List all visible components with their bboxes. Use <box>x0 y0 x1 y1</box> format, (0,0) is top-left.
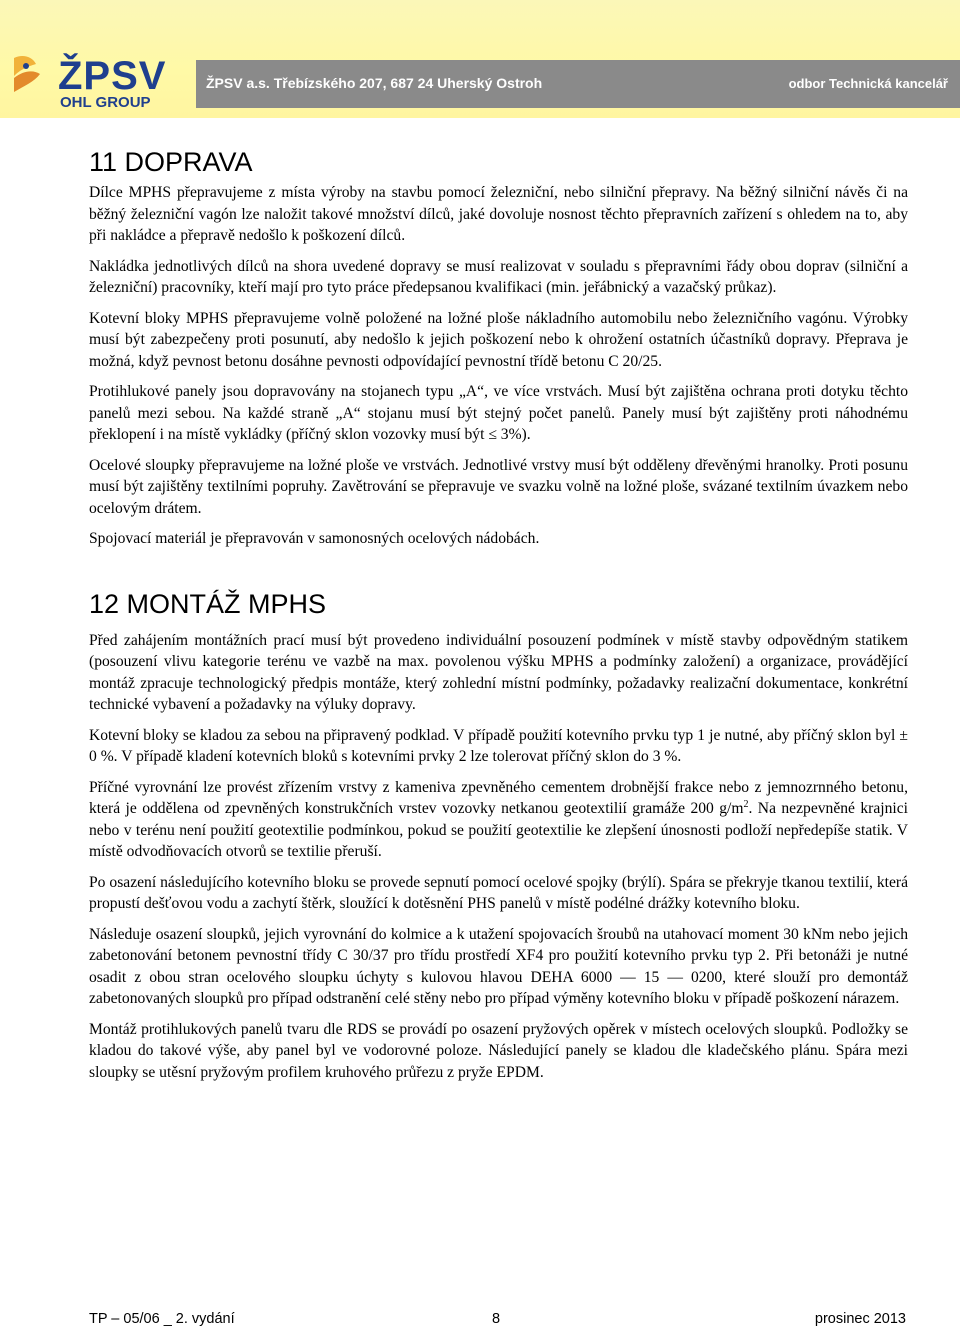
paragraph: Protihlukové panely jsou dopravovány na stojanech typu „A“, ve více vrstvách. Musí být zajištěna ochrana proti dotyku těchto panelů mezi sebou. Na každé straně „A“ stojanu musí být stejný počet panelů. Panely musí být zajištěny proti náhodnému překlopení i na místě vykládky (příčný sklon vozovky musí být ≤ 3%). <box>89 383 908 443</box>
document-body <box>89 140 908 1092</box>
logo-subtext: OHL GROUP <box>60 94 151 111</box>
paragraph-text: Příčné vyrovnání lze provést zřízením vrstvy z kameniva zpevněného cementem drobnější frakce nebo z jemnozrnného betonu, která je oddělena od zpevněných konstrukčních vrstev vozovky netkanou geotextilií gramáže 200 g/m <box>89 778 908 817</box>
superscript: 2 <box>743 798 749 810</box>
paragraph: Před zahájením montážních prací musí být provedeno individuální posouzení podmínek v místě stavby odpovědným statikem (posouzení vlivu kategorie terénu ve vazbě na max. povolenou výšku MPHS a podmínky založení) a organizace, provádějící montáž zpracuje technologický předpis montáže, který zohlední místní podmínky, požadavky realizační dokumentace, konkrétní technické vybavení a požadavky na výluky dopravy. <box>89 631 908 713</box>
page-footer <box>89 1309 906 1329</box>
company-address: ŽPSV a.s. Třebízského 207, 687 24 Uherský Ostroh <box>206 75 543 91</box>
section-title-montaz: 12 MONTÁŽ MPHS <box>89 588 327 619</box>
logo-text: ŽPSV <box>58 54 167 98</box>
section-title-doprava: 11 DOPRAVA <box>89 147 253 177</box>
paragraph: Montáž protihlukových panelů tvaru dle RDS se provádí po osazení pryžových opěrek v místech ocelových sloupků. Podložky se kladou do takové výše, aby panel byl ve vodorovné poloze. Následující panely se kladou dle kladečského plánu. Spára mezi sloupky se utěsní pryžovým profilem kruhového průřezu z pryže EPDM. <box>89 1020 908 1081</box>
paragraph: Kotevní bloky se kladou za sebou na připravený podklad. V případě použití kotevního prvku typ 1 je nutné, aby příčný sklon byl ± 0 %. V případě kladení kotevních bloků s kotevními prvky 2 lze tolerovat příčný sklon do 3 %. <box>89 726 908 765</box>
footer-date: prosinec 2013 <box>814 1311 906 1327</box>
paragraph: Kotevní bloky MPHS přepravujeme volně položené na ložné ploše nákladního automobilu nebo železničního vagónu. Výrobky musí být zabezpečeny proti posunutí, aby nedošlo k jejich poškození nebo k ohrožení ostatních účastníků dopravy. Přeprava je možná, když pevnost betonu dosáhne pevnosti odpovídající pevnostní třídě betonu C 20/25. <box>89 309 908 370</box>
page-number: 8 <box>492 1311 501 1327</box>
paragraph: Následuje osazení sloupků, jejich vyrovnání do kolmice a k utažení spojovacích šroubů na utahovací moment 30 kNm nebo jejich zabetonování betonem pevnostní třídy C 30/37 pro třídu prostředí XF4 pro použití kotevního prvku typ 2. Při betonáži je nutné osadit z obou stran ocelového sloupku úchyty s kulovou hlavou DEHA 6000 — 15 — 0200, které slouží pro demontáž zabetonovaných sloupků pro případ odstranění celé stěny nebo pro případ výměny kotevního bloku v případě poškození nárazem. <box>89 925 908 1007</box>
paragraph: Dílce MPHS přepravujeme z místa výroby na stavbu pomocí železniční, nebo silniční přepravy. Na běžný silniční návěs či na běžný železniční vagón lze naložit takové množství dílců, jaké dovoluje nosnost těchto přepravních zařízení s ohledem na to, aby při nakládce a přepravě nedošlo k poškození dílců. <box>89 184 908 244</box>
paragraph: Po osazení následujícího kotevního bloku se provede sepnutí pomocí ocelové spojky (brýlí). Spára se překryje tkanou textilií, která propustí dešťovou vodu a zachytí štěrk, sloužící k dotěsnění PHS panelů v místě podélné drážky kotevního bloku. <box>89 873 908 912</box>
paragraph-with-superscript <box>89 777 908 863</box>
document-id: TP – 05/06 _ 2. vydání <box>89 1311 235 1327</box>
paragraph: Spojovací materiál je přepravován v samonosných ocelových nádobách. <box>89 530 540 547</box>
page-header <box>0 0 960 118</box>
paragraph-text: . Na nezpevněné krajnici nebo v terénu není použití geotextilie podmínkou, pokud se použití geotextilie ke zlepšení únosnosti podloží nepředepíše statik. V místě odvodňovacích otvorů se textilie přeruší. <box>89 800 908 860</box>
paragraph: Nakládka jednotlivých dílců na shora uvedené dopravy se musí realizovat v souladu s přepravními řády obou doprav (silniční a železniční) pracovníky, kteří mají pro tyto práce předepsanou kvalifikaci (min. jeřábnický a vazačský průkaz). <box>89 257 908 296</box>
paragraph: Ocelové sloupky přepravujeme na ložné ploše ve vrstvách. Jednotlivé vrstvy musí být odděleny dřevěnými hranolky. Proti posunu musí být zajištěny textilními popruhy. Zavětrování se přepravuje ve svazku volně na ložné ploše, svázané textilním úvazkem nebo ocelovým drátem. <box>89 456 908 517</box>
department-name: odbor Technická kancelář <box>788 76 948 91</box>
